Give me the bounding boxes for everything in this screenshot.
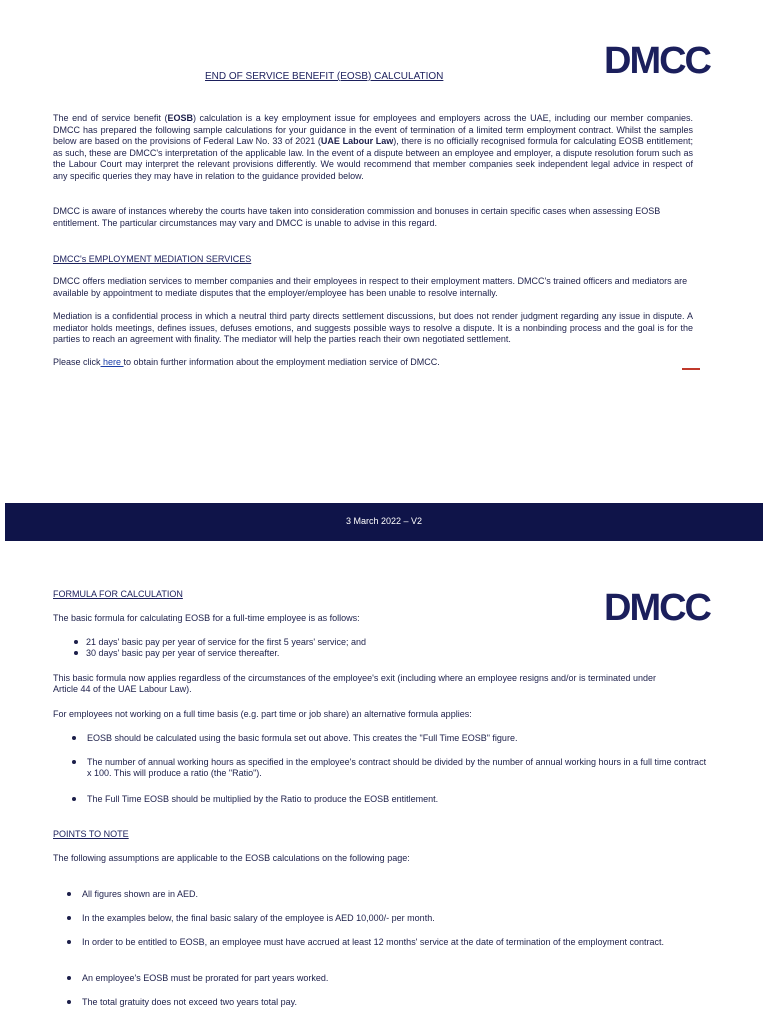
bullet-dot (72, 797, 76, 801)
bullet-dot (67, 976, 71, 980)
formula-paragraph-2: This basic formula now applies regardless of the circumstances of the employee's exit (including where an employee resigns and/or is terminated under Article 44 of the UAE Labour Law). (53, 673, 657, 695)
formula-bullet-1: 21 days' basic pay per year of service for the first 5 years' service; and (86, 637, 367, 647)
alt-bullet-3: The Full Time EOSB should be multiplied by the Ratio to produce the EOSB entitlement. (87, 794, 439, 804)
dmcc-logo-page-2: DMCC (604, 587, 710, 629)
formula-intro: The basic formula for calculating EOSB for a full-time employee is as follows: (53, 613, 360, 623)
points-bullet-1: All figures shown are in AED. (82, 889, 199, 899)
page-1 (0, 0, 768, 500)
intro-paragraph-2: DMCC is aware of instances whereby the courts have taken into consideration commission and bonuses in certain specific cases when assessing EOSB entitlement. The particular circumstances may vary and DMCC is unable to advise in this regard. (53, 206, 661, 228)
red-underline-mark (682, 368, 700, 370)
bullet-dot (67, 1000, 71, 1004)
here-link[interactable]: here (100, 357, 124, 367)
bullet-dot (72, 760, 76, 764)
points-intro: The following assumptions are applicable to the EOSB calculations on the following page: (53, 853, 410, 863)
alt-bullet-2: The number of annual working hours as specified in the employee's contract should be divided by the number of annual working hours in a full time contract x 100. This will produce a ratio (the "Ratio"). (87, 757, 707, 779)
click-here-suffix: to obtain further information about the employment mediation service of DMCC. (123, 357, 440, 367)
points-section-title: POINTS TO NOTE (53, 829, 129, 839)
points-bullet-4: An employee's EOSB must be prorated for part years worked. (82, 973, 329, 983)
points-bullet-5: The total gratuity does not exceed two years total pay. (82, 997, 297, 1007)
intro-text-c: ), there is no officially recognised formula for calculating EOSB entitlement; as such, these are DMCC's interpretation of the applicable law. In the event of a dispute between an employee and employer, a dispute resolution forum such as the Labour Court may interpret the relevant provisions differently. We would recommend that member companies seek independent legal advice in respect of any specific queries they may have in relation to the guidance provided below. (53, 136, 693, 181)
mediation-paragraph-1: DMCC offers mediation services to member companies and their employees in respect to their employment matters. DMCC's trained officers and mediators are available by appointment to mediate disputes that the employer/employee has been unable to resolve internally. (53, 276, 688, 298)
click-here-line (53, 357, 693, 369)
bullet-dot (74, 651, 78, 655)
bullet-dot (67, 892, 71, 896)
intro-text-a: The end of service benefit ( (53, 113, 168, 123)
document-title: END OF SERVICE BENEFIT (EOSB) CALCULATION (205, 71, 444, 82)
alt-bullet-1: EOSB should be calculated using the basic formula set out above. This creates the "Full Time EOSB" figure. (87, 733, 518, 743)
bullet-dot (67, 916, 71, 920)
formula-bullet-2: 30 days' basic pay per year of service thereafter. (86, 648, 280, 658)
dmcc-logo: DMCC (604, 40, 710, 82)
bullet-dot (67, 940, 71, 944)
formula-section-title: FORMULA FOR CALCULATION (53, 589, 183, 599)
version-date: 3 March 2022 – V2 (345, 516, 423, 526)
page-separator-banner (5, 503, 763, 541)
formula-paragraph-3: For employees not working on a full time basis (e.g. part time or job share) an alternative formula applies: (53, 709, 472, 719)
points-bullet-3: In order to be entitled to EOSB, an employee must have accrued at least 12 months' service at the date of termination of the employment contract. (82, 937, 665, 947)
intro-text-b: ) calculation is a key employment issue for employees and employers across the UAE, including our member companies. DMCC has prepared the following sample calculations for your guidance in the event of termination of a limited term employment contract. Whilst the samples below are based on the provisions of Federal Law No. 33 of 2021 ( (53, 113, 693, 147)
bullet-dot (74, 640, 78, 644)
intro-bold-eosb: EOSB (167, 113, 193, 123)
mediation-section-title: DMCC's EMPLOYMENT MEDIATION SERVICES (53, 254, 252, 264)
bullet-dot (72, 736, 76, 740)
points-bullet-2: In the examples below, the final basic salary of the employee is AED 10,000/- per month. (82, 913, 435, 923)
click-here-prefix: Please click (53, 357, 101, 367)
intro-bold-labour-law: UAE Labour Law (320, 136, 394, 147)
mediation-paragraph-2: Mediation is a confidential process in which a neutral third party directs settlement discussions, but does not render judgment regarding any issue in dispute. A mediator holds meetings, defines issues, defuses emotions, and suggests possible ways to resolve a dispute. It is a nonbinding process and the goal is for the parties to reach an agreement with finality. The mediator will help the parties reach their own negotiated settlement. (53, 311, 693, 345)
intro-paragraph-1 (53, 113, 693, 183)
